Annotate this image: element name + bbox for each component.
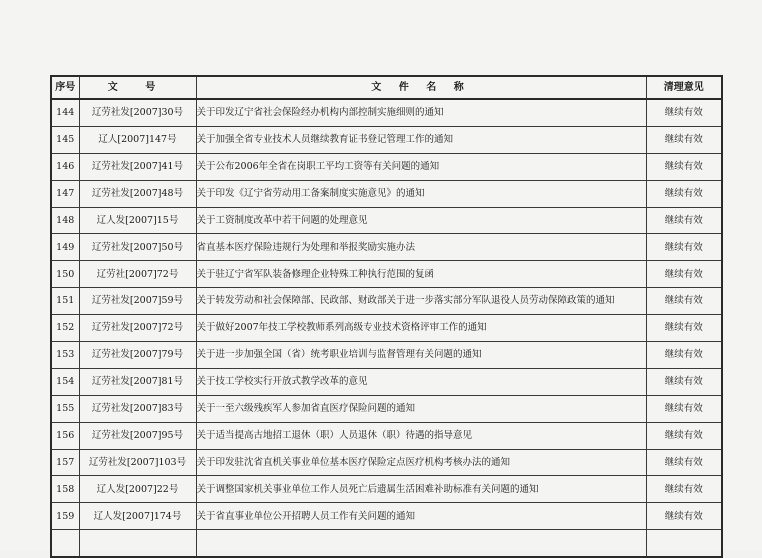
table-row	[51, 368, 722, 395]
table-row-continuation	[51, 530, 722, 557]
table-body	[51, 99, 722, 557]
table-row	[51, 234, 722, 261]
row-status-cell: 继续有效	[646, 234, 722, 261]
continuation-cell	[79, 530, 196, 557]
row-seq-cell: 158	[51, 476, 79, 503]
row-status-cell: 继续有效	[646, 126, 722, 153]
document-cleanup-table	[50, 75, 723, 558]
row-doc-no-cell: 辽劳社发[2007]41号	[79, 153, 196, 180]
row-seq-cell: 155	[51, 395, 79, 422]
row-title-cell: 关于印发驻沈省直机关事业单位基本医疗保险定点医疗机构考核办法的通知	[196, 449, 646, 476]
row-doc-no-cell: 辽劳社发[2007]83号	[79, 395, 196, 422]
row-title-cell: 关于公布2006年全省在岗职工平均工资等有关问题的通知	[196, 153, 646, 180]
row-title-cell: 省直基本医疗保险违规行为处理和举报奖励实施办法	[196, 234, 646, 261]
header-doc-name: 文 件 名 称	[196, 76, 646, 99]
table-row	[51, 153, 722, 180]
row-seq-cell: 159	[51, 503, 79, 530]
row-title-cell: 关于工资制度改革中若干问题的处理意见	[196, 207, 646, 234]
table-header-row	[51, 76, 722, 99]
continuation-cell	[646, 530, 722, 557]
table-row	[51, 315, 722, 342]
table-row	[51, 342, 722, 369]
row-doc-no-cell: 辽劳社发[2007]72号	[79, 315, 196, 342]
row-title-cell: 关于做好2007年技工学校教师系列高级专业技术资格评审工作的通知	[196, 315, 646, 342]
table-row	[51, 99, 722, 126]
row-title-cell: 关于进一步加强全国（省）统考职业培训与监督管理有关问题的通知	[196, 342, 646, 369]
row-seq-cell: 147	[51, 180, 79, 207]
row-seq-cell: 149	[51, 234, 79, 261]
row-status-cell: 继续有效	[646, 99, 722, 126]
table-row	[51, 261, 722, 288]
row-doc-no-cell: 辽劳社发[2007]59号	[79, 288, 196, 315]
row-status-cell: 继续有效	[646, 288, 722, 315]
row-seq-cell: 157	[51, 449, 79, 476]
table-row	[51, 422, 722, 449]
row-seq-cell: 148	[51, 207, 79, 234]
continuation-cell	[196, 530, 646, 557]
row-status-cell: 继续有效	[646, 395, 722, 422]
row-doc-no-cell: 辽人[2007]147号	[79, 126, 196, 153]
row-title-cell: 关于印发《辽宁省劳动用工备案制度实施意见》的通知	[196, 180, 646, 207]
row-title-cell: 关于省直事业单位公开招聘人员工作有关问题的通知	[196, 503, 646, 530]
row-title-cell: 关于调整国家机关事业单位工作人员死亡后遗属生活困难补助标准有关问题的通知	[196, 476, 646, 503]
table-row	[51, 476, 722, 503]
header-doc-no: 文 号	[79, 76, 196, 99]
table-row	[51, 126, 722, 153]
row-title-cell: 关于加强全省专业技术人员继续教育证书登记管理工作的通知	[196, 126, 646, 153]
row-doc-no-cell: 辽人发[2007]22号	[79, 476, 196, 503]
header-seq: 序号	[51, 76, 79, 99]
row-seq-cell: 156	[51, 422, 79, 449]
row-status-cell: 继续有效	[646, 503, 722, 530]
row-doc-no-cell: 辽人发[2007]174号	[79, 503, 196, 530]
row-title-cell: 关于驻辽宁省军队装备修理企业特殊工种执行范围的复函	[196, 261, 646, 288]
row-title-cell: 关于印发辽宁省社会保险经办机构内部控制实施细则的通知	[196, 99, 646, 126]
row-seq-cell: 144	[51, 99, 79, 126]
row-seq-cell: 154	[51, 368, 79, 395]
row-status-cell: 继续有效	[646, 261, 722, 288]
row-status-cell: 继续有效	[646, 207, 722, 234]
row-title-cell: 关于适当提高古地招工退休（职）人员退休（职）待遇的指导意见	[196, 422, 646, 449]
row-doc-no-cell: 辽劳社发[2007]79号	[79, 342, 196, 369]
row-doc-no-cell: 辽劳社发[2007]30号	[79, 99, 196, 126]
table-row	[51, 395, 722, 422]
row-doc-no-cell: 辽劳社发[2007]81号	[79, 368, 196, 395]
row-title-cell: 关于技工学校实行开放式教学改革的意见	[196, 368, 646, 395]
row-status-cell: 继续有效	[646, 180, 722, 207]
row-seq-cell: 150	[51, 261, 79, 288]
table-row	[51, 288, 722, 315]
row-status-cell: 继续有效	[646, 153, 722, 180]
row-seq-cell: 153	[51, 342, 79, 369]
row-title-cell: 关于转发劳动和社会保障部、民政部、财政部关于进一步落实部分军队退役人员劳动保障政策的通知	[196, 288, 646, 315]
table-row	[51, 207, 722, 234]
row-doc-no-cell: 辽劳社[2007]72号	[79, 261, 196, 288]
row-status-cell: 继续有效	[646, 368, 722, 395]
row-doc-no-cell: 辽劳社发[2007]95号	[79, 422, 196, 449]
row-status-cell: 继续有效	[646, 422, 722, 449]
table-row	[51, 503, 722, 530]
row-doc-no-cell: 辽劳社发[2007]103号	[79, 449, 196, 476]
row-doc-no-cell: 辽劳社发[2007]48号	[79, 180, 196, 207]
continuation-cell	[51, 530, 79, 557]
row-seq-cell: 145	[51, 126, 79, 153]
row-seq-cell: 152	[51, 315, 79, 342]
row-status-cell: 继续有效	[646, 342, 722, 369]
row-status-cell: 继续有效	[646, 476, 722, 503]
row-status-cell: 继续有效	[646, 449, 722, 476]
row-doc-no-cell: 辽人发[2007]15号	[79, 207, 196, 234]
header-status: 清理意见	[646, 76, 722, 99]
row-seq-cell: 146	[51, 153, 79, 180]
row-status-cell: 继续有效	[646, 315, 722, 342]
table-row	[51, 180, 722, 207]
table-row	[51, 449, 722, 476]
row-doc-no-cell: 辽劳社发[2007]50号	[79, 234, 196, 261]
row-seq-cell: 151	[51, 288, 79, 315]
row-title-cell: 关于一至六级残疾军人参加省直医疗保险问题的通知	[196, 395, 646, 422]
